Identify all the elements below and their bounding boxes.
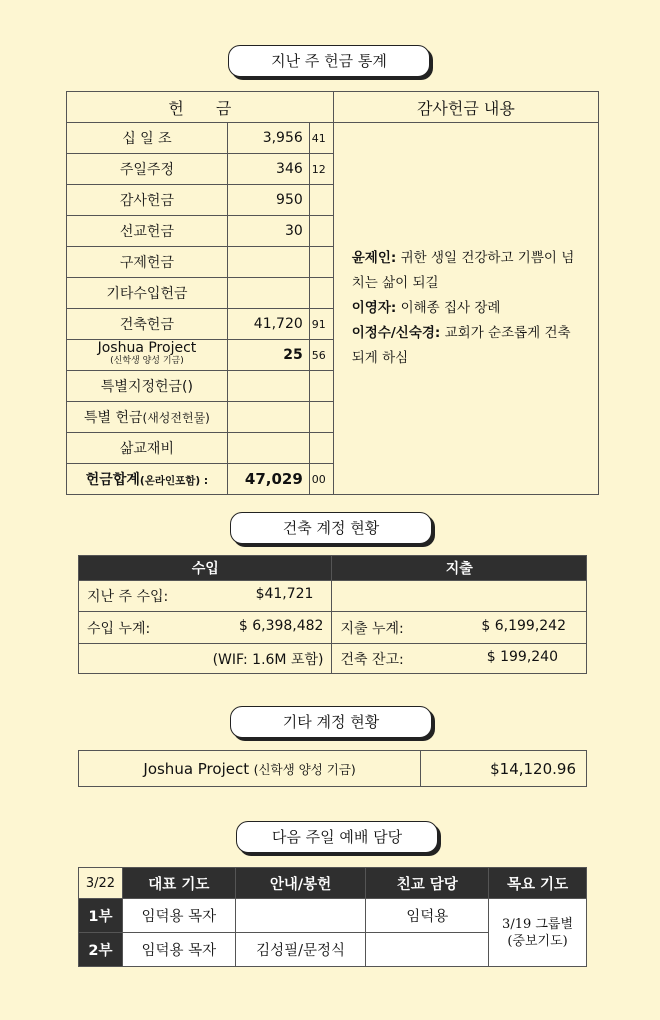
row-cents: 91 xyxy=(309,309,333,340)
building-balance: 건축 잔고: $ 199,240 xyxy=(332,644,587,674)
fellowship-2 xyxy=(366,933,489,967)
row-amount xyxy=(227,247,309,278)
total-amount: 47,029 xyxy=(227,464,309,495)
prayer-2: 임덕용 목자 xyxy=(122,933,235,967)
row-cents xyxy=(309,278,333,309)
thanks-item: 이영자: 이해종 집사 장례 xyxy=(351,300,501,316)
row-cents: 41 xyxy=(309,123,333,154)
thanks-header: 감사헌금 내용 xyxy=(333,92,598,123)
building-table xyxy=(78,555,587,674)
header-thursday: 목요 기도 xyxy=(489,868,587,899)
cash-header: 헌 금 xyxy=(67,92,334,123)
row-cents xyxy=(309,185,333,216)
row-cents xyxy=(309,433,333,464)
joshua-value: $14,120.96 xyxy=(421,751,587,787)
row-amount: 950 xyxy=(227,185,309,216)
row-cents: 56 xyxy=(309,340,333,371)
row-amount: 25 xyxy=(227,340,309,371)
worship-title: 다음 주일 예배 담당 xyxy=(236,821,438,853)
row-cents xyxy=(309,371,333,402)
row-amount: 3,956 xyxy=(227,123,309,154)
row-label: 특별지정헌금() xyxy=(67,371,228,402)
joshua-label: Joshua Project (신학생 양성 기금) xyxy=(79,751,421,787)
row-amount xyxy=(227,371,309,402)
row-label: 삶교재비 xyxy=(67,433,228,464)
row-amount: 41,720 xyxy=(227,309,309,340)
row-amount xyxy=(227,402,309,433)
header-fellowship: 친교 담당 xyxy=(366,868,489,899)
last-week-income: 지난 주 수입: $41,721 xyxy=(79,581,332,612)
row-label-joshua: Joshua Project (신학생 양성 기금) xyxy=(67,340,228,371)
row-amount: 346 xyxy=(227,154,309,185)
row-label: 특별 헌금(새성전헌물) xyxy=(67,402,228,433)
building-title: 건축 계정 현황 xyxy=(230,512,432,544)
usher-2: 김성필/문정식 xyxy=(235,933,366,967)
service-1: 1부 xyxy=(79,899,123,933)
fellowship-1: 임덕용 xyxy=(366,899,489,933)
thanks-item: 윤제인: 귀한 생일 건강하고 기쁨이 넘치는 삶이 되길 xyxy=(351,250,575,291)
total-label: 헌금합계(온라인포함) : xyxy=(67,464,228,495)
expense-total: 지출 누계: $ 6,199,242 xyxy=(332,612,587,644)
thanks-item: 이정수/신숙경: 교회가 순조롭게 건축되게 하심 xyxy=(351,325,571,366)
header-prayer: 대표 기도 xyxy=(122,868,235,899)
worship-table xyxy=(78,867,587,967)
row-cents xyxy=(309,216,333,247)
row-cents xyxy=(309,402,333,433)
row-label: 주일주정 xyxy=(67,154,228,185)
wif-note: (WIF: 1.6M 포함) xyxy=(79,644,332,674)
thursday-prayer: 3/19 그룹별 (중보기도) xyxy=(489,899,587,967)
prayer-1: 임덕용 목자 xyxy=(122,899,235,933)
worship-date: 3/22 xyxy=(79,868,123,899)
other-title: 기타 계정 현황 xyxy=(230,706,432,738)
service-2: 2부 xyxy=(79,933,123,967)
row-label: 기타수입헌금 xyxy=(67,278,228,309)
other-table xyxy=(78,750,587,787)
income-header: 수입 xyxy=(79,556,332,581)
row-label: 선교헌금 xyxy=(67,216,228,247)
row-amount xyxy=(227,433,309,464)
cash-stats-title: 지난 주 헌금 통계 xyxy=(228,45,430,77)
empty-cell xyxy=(332,581,587,612)
row-label: 건축헌금 xyxy=(67,309,228,340)
total-cents: 00 xyxy=(309,464,333,495)
row-amount: 30 xyxy=(227,216,309,247)
row-amount xyxy=(227,278,309,309)
thanks-content xyxy=(333,123,598,495)
header-usher: 안내/봉헌 xyxy=(235,868,366,899)
row-cents: 12 xyxy=(309,154,333,185)
row-cents xyxy=(309,247,333,278)
row-label: 십 일 조 xyxy=(67,123,228,154)
cash-table xyxy=(66,91,599,495)
row-label: 구제헌금 xyxy=(67,247,228,278)
usher-1 xyxy=(235,899,366,933)
income-total: 수입 누계: $ 6,398,482 xyxy=(79,612,332,644)
row-label: 감사헌금 xyxy=(67,185,228,216)
expense-header: 지출 xyxy=(332,556,587,581)
